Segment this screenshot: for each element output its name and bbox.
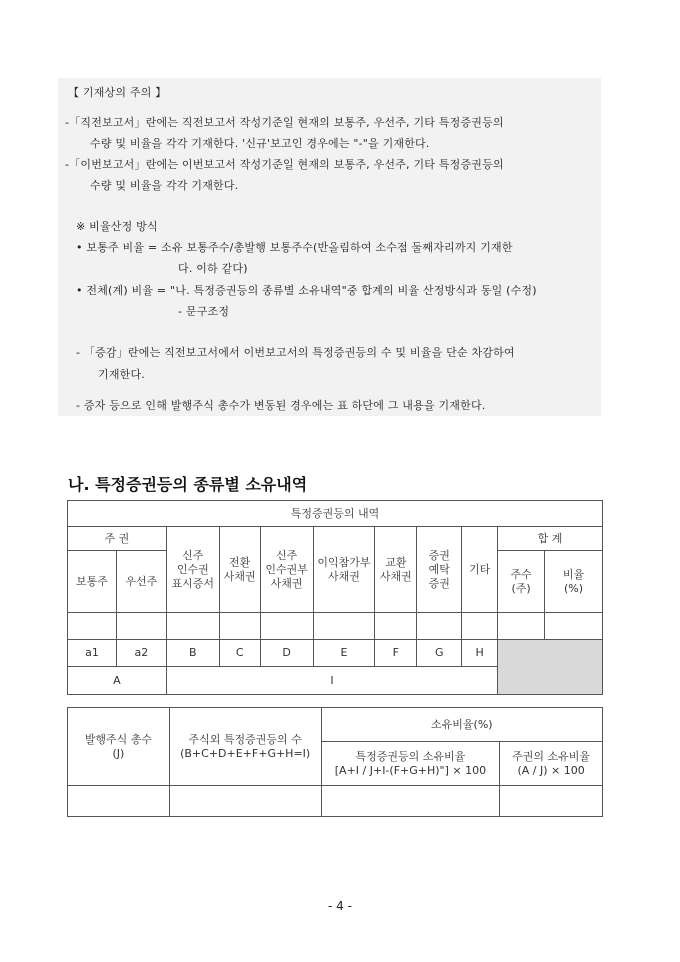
note-line: 수량 및 비율을 각각 기재한다. xyxy=(90,179,239,192)
code-cell: a1 xyxy=(68,640,117,667)
share-ratio-header: 주권의 소유비율 (A / J) × 100 xyxy=(500,742,603,786)
note-line: 기재한다. xyxy=(98,368,146,381)
sum-i-cell: I xyxy=(166,667,497,695)
col-d-header: 신주 인수권부 사채권 xyxy=(260,527,313,613)
page-number: - 4 - xyxy=(328,899,352,913)
common-header: 보통주 xyxy=(68,551,117,613)
note-line: • 보통주 비율 = 소유 보통주수/총발행 보통주수(반올림하여 소수점 둘째자리까지 기재한 xyxy=(76,241,513,254)
ratio-method-title: ※ 비율산정 방식 xyxy=(76,220,158,233)
note-line: • 전체(계) 비율 = "나. 특정증권등의 종류별 소유내역"중 합계의 비율 산정방식과 동일 (수정) xyxy=(76,284,537,297)
total-header: 합 계 xyxy=(498,527,603,551)
specific-ratio-header: 특정증권등의 소유비율 [A+I / J+I-(F+G+H)"] × 100 xyxy=(321,742,500,786)
col-g-header: 증권 예탁 증권 xyxy=(417,527,462,613)
col-h-header: 기타 xyxy=(462,527,498,613)
ratio-table xyxy=(67,707,603,817)
ratio-header: 소유비율(%) xyxy=(321,708,602,742)
issued-shares-header: 발행주식 총수 (J) xyxy=(68,708,170,786)
note-line: -「이번보고서」란에는 이번보고서 작성기준일 현재의 보통주, 우선주, 기타 특정증권등의 xyxy=(65,158,504,171)
code-cell: C xyxy=(219,640,260,667)
preferred-header: 우선주 xyxy=(116,551,166,613)
col-c-header: 전환 사채권 xyxy=(219,527,260,613)
code-cell: B xyxy=(166,640,219,667)
total-ratio-header: 비율 (%) xyxy=(545,551,603,613)
total-shares-header: 주수 (주) xyxy=(498,551,545,613)
code-cell: E xyxy=(313,640,375,667)
col-b-header: 신주 인수권 표시증서 xyxy=(166,527,219,613)
note-line: 다. 이하 같다) xyxy=(178,262,248,275)
code-cell: G xyxy=(417,640,462,667)
code-cell: a2 xyxy=(116,640,166,667)
code-cell: D xyxy=(260,640,313,667)
col-e-header: 이익참가부 사채권 xyxy=(313,527,375,613)
table-caption: 특정증권등의 내역 xyxy=(68,501,603,527)
code-cell: H xyxy=(462,640,498,667)
note-line: 수량 및 비율을 각각 기재한다. '신규'보고인 경우에는 "-"을 기재한다. xyxy=(90,137,430,150)
note-line: -「직전보고서」란에는 직전보고서 작성기준일 현재의 보통주, 우선주, 기타 특정증권등의 xyxy=(65,116,504,129)
notes-title: 【 기재상의 주의 】 xyxy=(68,86,167,99)
holdings-table xyxy=(67,500,603,695)
note-line: - 증자 등으로 인해 발행주식 총수가 변동된 경우에는 표 하단에 그 내용을 기재한다. xyxy=(76,399,486,412)
shaded-cell xyxy=(498,640,603,695)
note-line: - 「증감」란에는 직전보고서에서 이번보고서의 특정증권등의 수 및 비율을 단순 차감하여 xyxy=(76,346,515,359)
col-f-header: 교환 사채권 xyxy=(375,527,417,613)
sum-a-cell: A xyxy=(68,667,167,695)
share-group-header: 주 권 xyxy=(68,527,167,551)
note-line: - 문구조정 xyxy=(178,305,230,318)
section-heading: 나. 특정증권등의 종류별 소유내역 xyxy=(68,475,308,494)
other-securities-header: 주식외 특정증권등의 수 (B+C+D+E+F+G+H=I) xyxy=(169,708,321,786)
code-cell: F xyxy=(375,640,417,667)
